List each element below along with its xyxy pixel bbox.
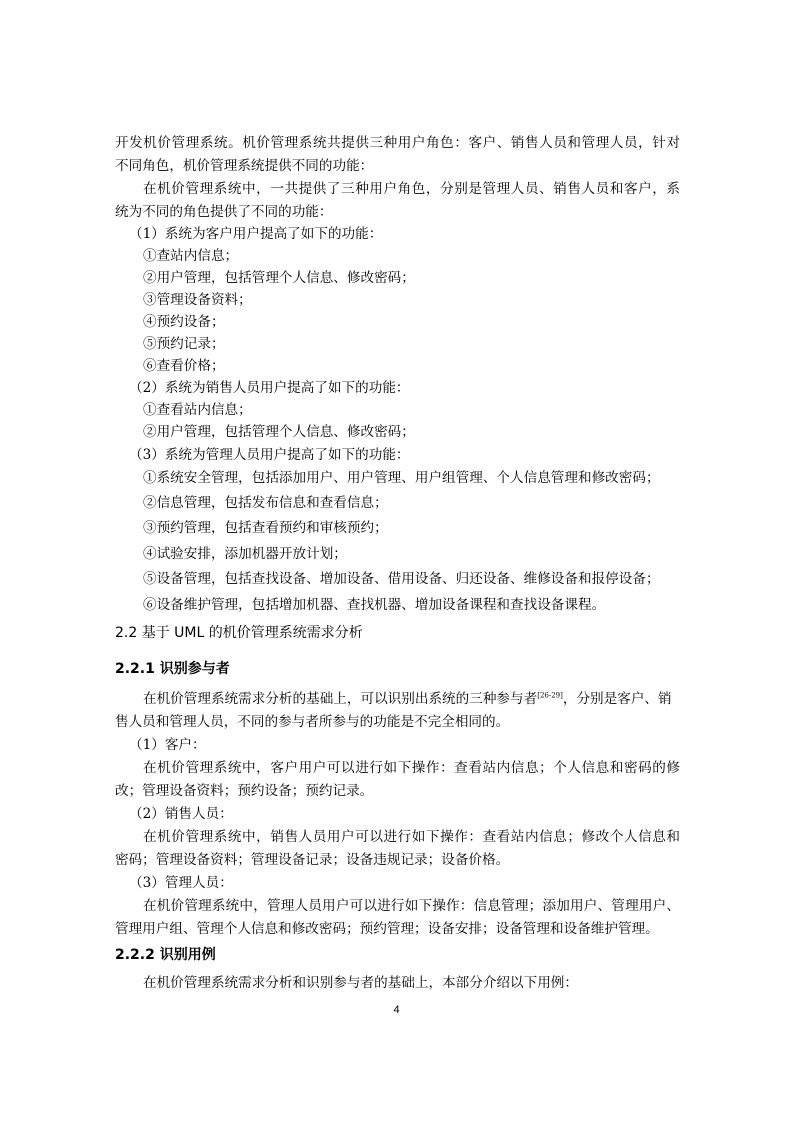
list-item: ③预约管理，包括查看预约和审核预约； [143, 520, 388, 536]
subsection-heading: 2.2.2 识别用例 [115, 947, 216, 963]
list-item: ③管理设备资料； [143, 292, 252, 308]
list-item: ②用户管理，包括管理个人信息、修改密码； [143, 424, 415, 440]
paragraph-line: 在机价管理系统中，销售人员用户可以进行如下操作：查看站内信息；修改个人信息和 [143, 829, 680, 845]
admin-functions-heading: （3）系统为管理人员用户提高了如下的功能： [129, 447, 410, 463]
paragraph-line: 在机价管理系统中，客户用户可以进行如下操作：查看站内信息；个人信息和密码的修 [143, 760, 680, 776]
paragraph-line: 改；管理设备资料；预约设备；预约记录。 [115, 783, 374, 799]
paragraph-line: 在机价管理系统中，管理人员用户可以进行如下操作：信息管理；添加用户、管理用户、 [143, 898, 680, 914]
list-item: ④试验安排，添加机器开放计划； [143, 546, 347, 562]
customer-functions-heading: （1）系统为客户用户提高了如下的功能： [129, 226, 383, 242]
list-item: ⑥设备维护管理，包括增加机器、查找机器、增加设备课程和查找设备课程。 [143, 597, 606, 613]
section-heading: 2.2 基于 UML 的机价管理系统需求分析 [115, 625, 363, 641]
list-item: ⑥查看价格； [143, 358, 225, 374]
paragraph-line: 密码；管理设备资料；管理设备记录；设备违规记录；设备价格。 [115, 852, 510, 868]
list-item: ②用户管理，包括管理个人信息、修改密码； [143, 270, 415, 286]
citation: [26-29] [537, 691, 563, 700]
list-item: ⑤设备管理，包括查找设备、增加设备、借用设备、归还设备、维修设备和报停设备； [143, 571, 660, 587]
paragraph-line: 售人员和管理人员，不同的参与者所参与的功能是不完全相同的。 [115, 714, 510, 730]
actor-heading: （3）管理人员： [129, 875, 233, 891]
list-item: ④预约设备； [143, 314, 225, 330]
list-item: ⑤预约记录； [143, 336, 225, 352]
actor-heading: （2）销售人员： [129, 806, 233, 822]
subsection-heading: 2.2.1 识别参与者 [115, 661, 230, 677]
list-item: ①系统安全管理，包括添加用户、用户管理、用户组管理、个人信息管理和修改密码； [143, 470, 660, 486]
page-number: 4 [393, 1004, 400, 1016]
paragraph-text: 在机价管理系统需求分析的基础上，可以识别出系统的三种参与者 [143, 691, 538, 707]
intro-paragraph-line: 开发机价管理系统。机价管理系统共提供三种用户角色：客户、销售人员和管理人员，针对 [115, 135, 680, 151]
sales-functions-heading: （2）系统为销售人员用户提高了如下的功能： [129, 380, 410, 396]
intro-paragraph-line: 在机价管理系统中，一共提供了三种用户角色，分别是管理人员、销售人员和客户，系 [143, 181, 680, 197]
list-item: ①查站内信息； [143, 248, 239, 264]
paragraph-line: 管理用户组、管理个人信息和修改密码；预约管理；设备安排；设备管理和设备维护管理。 [115, 921, 659, 937]
list-item: ①查看站内信息； [143, 402, 252, 418]
intro-paragraph-line: 不同角色，机价管理系统提供不同的功能： [115, 158, 374, 174]
paragraph-line [143, 690, 708, 708]
actor-heading: （1）客户： [129, 737, 206, 753]
list-item: ②信息管理，包括发布信息和查看信息； [143, 495, 388, 511]
paragraph-line: 在机价管理系统需求分析和识别参与者的基础上，本部分介绍以下用例： [143, 975, 578, 991]
intro-paragraph-line: 统为不同的角色提供了不同的功能： [115, 204, 333, 220]
paragraph-text: ，分别是客户、销 [562, 691, 672, 707]
